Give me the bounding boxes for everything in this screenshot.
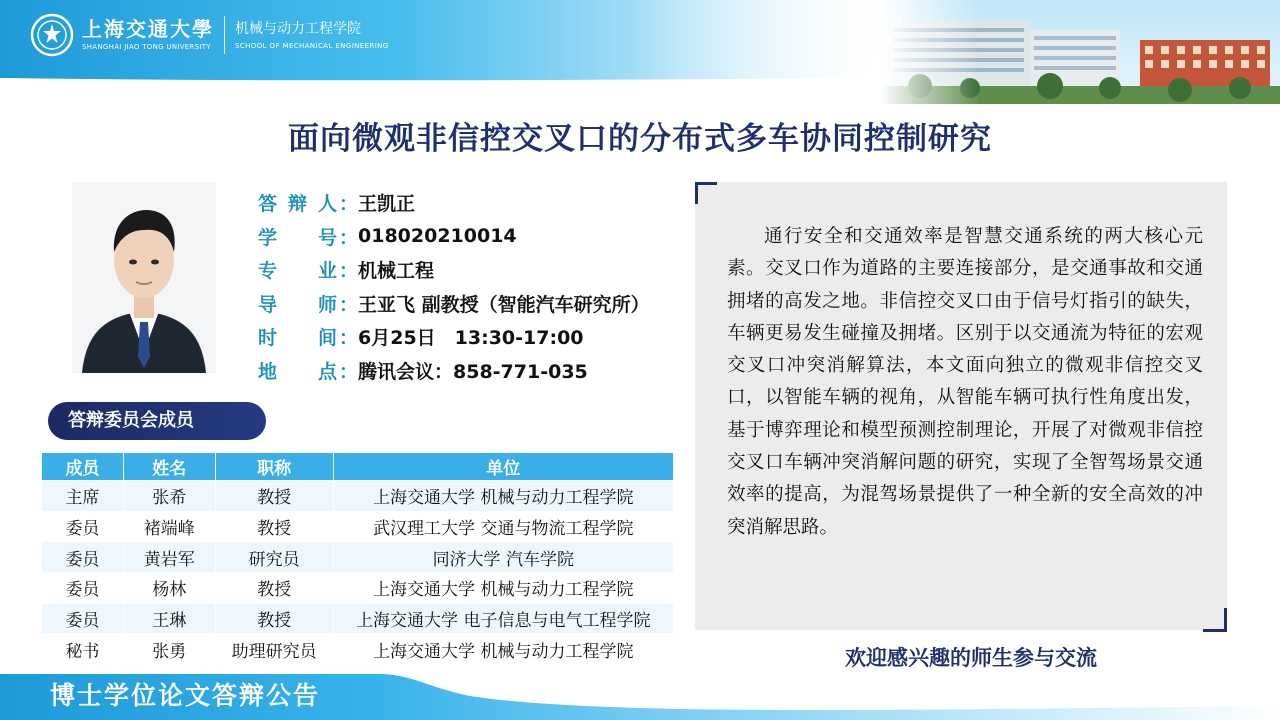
person-silhouette-icon	[72, 182, 216, 373]
info-label-advisor: 导 师	[258, 293, 337, 316]
info-label-major: 专 业	[258, 260, 337, 283]
cell-role: 委员	[42, 511, 124, 542]
info-value-major: 机械工程	[358, 260, 435, 283]
info-label-student-id: 学 号	[258, 226, 337, 249]
cell-affiliation: 武汉理工大学 交通与物流工程学院	[333, 511, 673, 542]
campus-buildings-photo	[880, 0, 1280, 104]
table-row	[42, 573, 674, 604]
committee-header-row	[42, 453, 674, 481]
page-title: 面向微观非信控交叉口的分布式多车协同控制研究	[288, 121, 992, 157]
info-value-location: 腾讯会议：858-771-035	[358, 360, 588, 383]
table-row	[42, 542, 674, 573]
committee-heading: 答辩委员会成员	[48, 402, 266, 440]
column-header-title: 职称	[215, 453, 333, 481]
cell-role: 主席	[42, 481, 124, 512]
candidate-portrait-photo	[72, 182, 216, 373]
logo-divider	[224, 16, 225, 54]
table-row	[42, 511, 674, 542]
info-row-time: 时 间 ： 6月25日 13:30-17:00	[258, 320, 688, 354]
university-logo	[30, 12, 389, 58]
school-name-en: SCHOOL OF MECHANICAL ENGINEERING	[235, 42, 389, 50]
cell-role: 委员	[42, 542, 124, 573]
info-value-defender: 王凯正	[358, 193, 416, 216]
table-row	[42, 481, 674, 512]
info-value-time: 6月25日 13:30-17:00	[358, 327, 584, 350]
university-name-en: SHANGHAI JIAO TONG UNIVERSITY	[82, 43, 211, 51]
cell-name: 张勇	[123, 634, 215, 665]
cell-name: 王琳	[123, 603, 215, 634]
info-row-location: 地 点 ： 腾讯会议：858-771-035	[258, 354, 688, 388]
column-header-role: 成员	[42, 453, 124, 481]
footer-title: 博士学位论文答辩公告	[50, 681, 321, 710]
column-header-name: 姓名	[123, 453, 215, 481]
welcome-message: 欢迎感兴趣的师生参与交流	[845, 646, 1097, 670]
cell-name: 张希	[123, 481, 215, 512]
corner-bracket-bottom-right	[1203, 608, 1227, 632]
abstract-text: 通行安全和交通效率是智慧交通系统的两大核心元素。交叉口作为道路的主要连接部分，是交通事故和交通拥堵的高发之地。非信控交叉口由于信号灯指引的缺失，车辆更易发生碰撞及拥堵。区别于以交通流为特征的宏观交叉口冲突消解算法，本文面向独立的微观非信控交叉口，以智能车辆的视角，从智能车辆可执行性角度出发，基于博弈理论和模型预测控制理论，开展了对微观非信控交叉口车辆冲突消解问题的研究，实现了全智驾场景交通效率的提高，为混驾场景提供了一种全新的安全高效的冲突消解思路。	[727, 226, 1203, 538]
corner-bracket-top-left	[695, 182, 717, 204]
cell-title: 教授	[215, 511, 333, 542]
header-banner	[0, 0, 1280, 104]
info-label-time: 时 间	[258, 327, 337, 350]
cell-affiliation: 上海交通大学 机械与动力工程学院	[333, 573, 673, 604]
cell-title: 研究员	[215, 542, 333, 573]
cell-role: 委员	[42, 573, 124, 604]
info-value-advisor: 王亚飞 副教授（智能汽车研究所）	[358, 293, 650, 316]
cell-affiliation: 上海交通大学 机械与动力工程学院	[333, 481, 673, 512]
table-row	[42, 634, 674, 665]
cell-title: 助理研究员	[215, 634, 333, 665]
candidate-info	[258, 186, 688, 387]
cell-name: 杨林	[123, 573, 215, 604]
info-value-student-id: 018020210014	[358, 225, 517, 248]
cell-affiliation: 上海交通大学 电子信息与电气工程学院	[333, 603, 673, 634]
info-row-advisor: 导 师 ： 王亚飞 副教授（智能汽车研究所）	[258, 287, 688, 321]
table-row	[42, 603, 674, 634]
cell-name: 黄岩军	[123, 542, 215, 573]
university-name-cn: 上海交通大學	[82, 17, 214, 41]
university-seal-icon	[30, 13, 74, 57]
cell-title: 教授	[215, 573, 333, 604]
cell-name: 褚端峰	[123, 511, 215, 542]
cell-title: 教授	[215, 603, 333, 634]
cell-role: 委员	[42, 603, 124, 634]
committee-table	[41, 452, 674, 665]
school-name-cn: 机械与动力工程学院	[235, 21, 361, 37]
cell-affiliation: 同济大学 汽车学院	[333, 542, 673, 573]
info-label-defender: 答 辩 人	[258, 193, 337, 216]
info-row-defender: 答 辩 人 ： 王凯正	[258, 186, 688, 220]
cell-affiliation: 上海交通大学 机械与动力工程学院	[333, 634, 673, 665]
info-row-major: 专 业 ： 机械工程	[258, 253, 688, 287]
info-row-student-id: 学 号 ： 018020210014	[258, 220, 688, 254]
info-label-location: 地 点	[258, 360, 337, 383]
column-header-affiliation: 单位	[333, 453, 673, 481]
cell-role: 秘书	[42, 634, 124, 665]
cell-title: 教授	[215, 481, 333, 512]
